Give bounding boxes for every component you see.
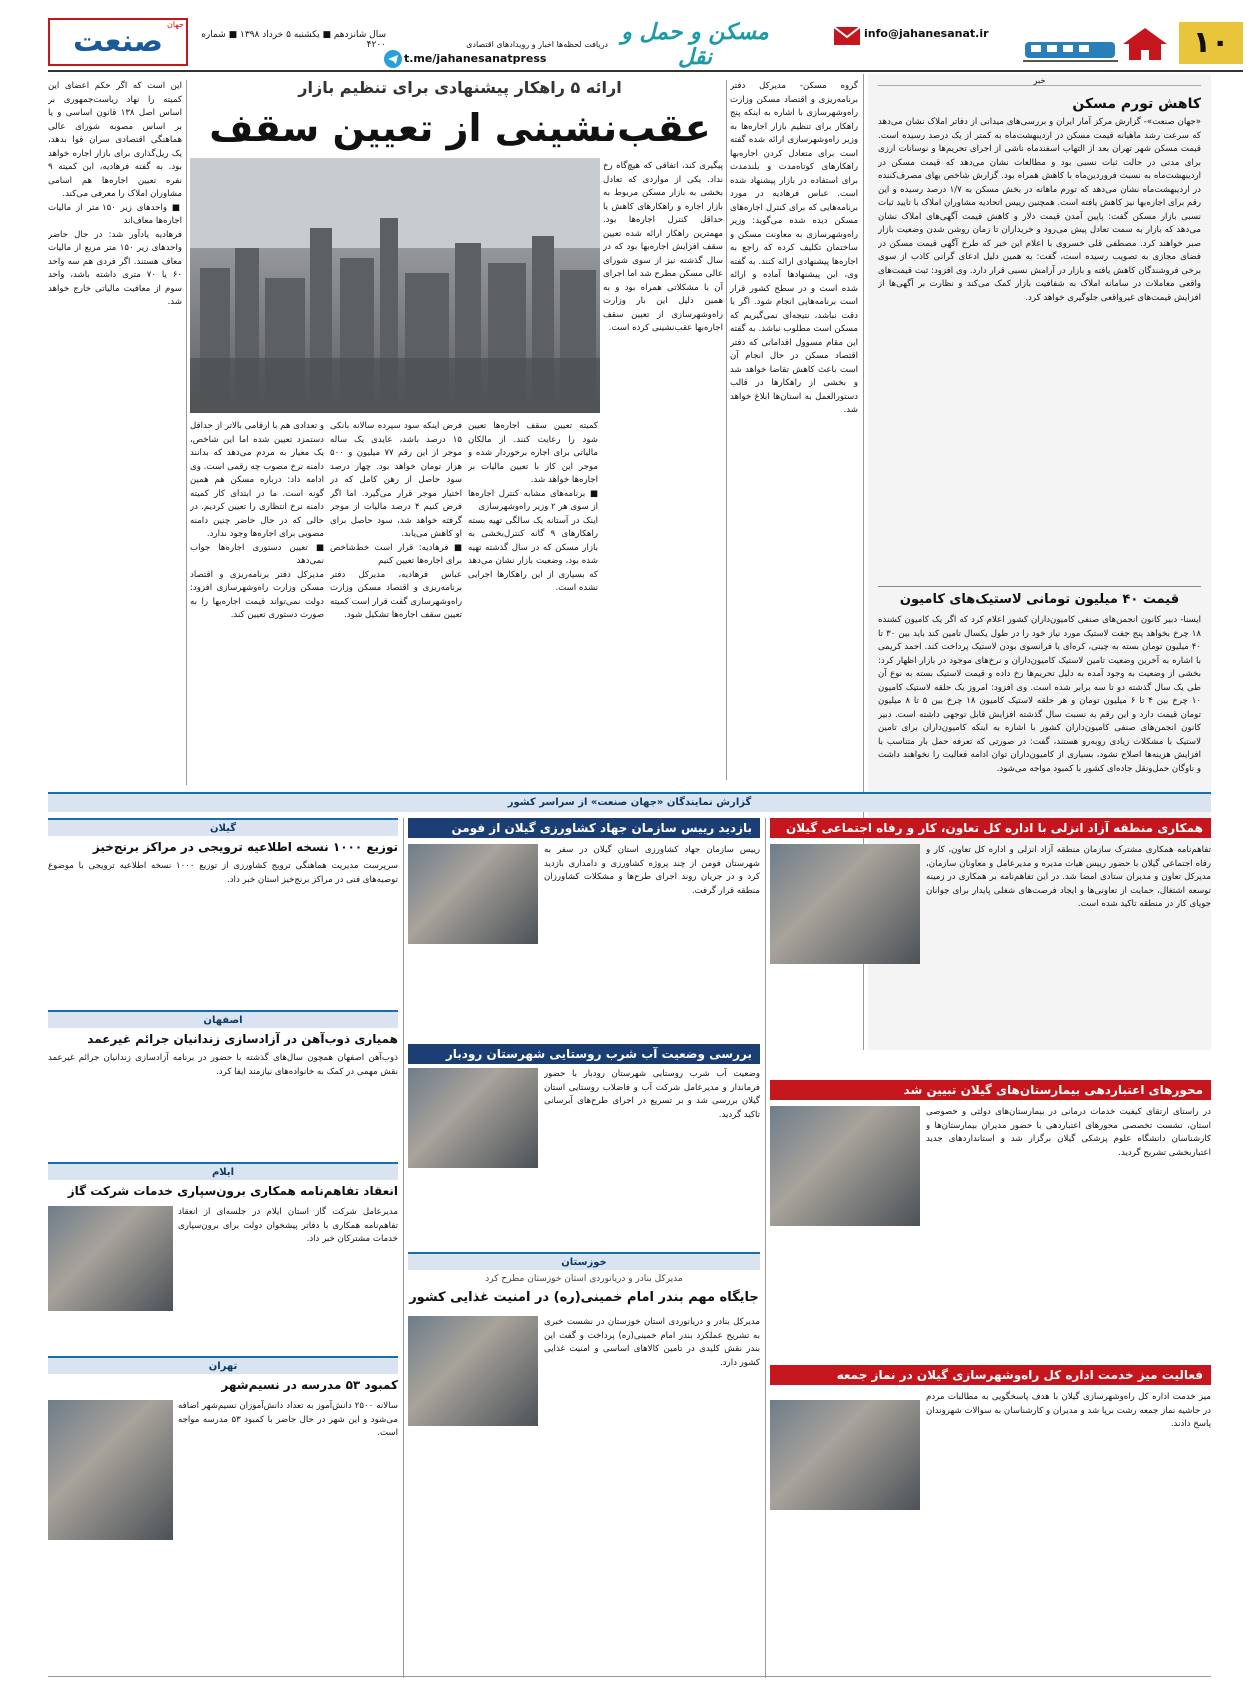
masthead <box>0 0 1253 72</box>
item-body-gilan-hospitals: در راستای ارتقای کیفیت خدمات درمانی در بیمارستان‌های دولتی و خصوصی استان، نشست تخصصی محورهای اعتباردهی با حضور مدیران بیمارستان‌ها و کارشناسان دانشگاه علوم پزشکی گیلان برگزار شد و استانداردهای جدید اعتباربخشی تشریح گردید. <box>926 1107 1211 1158</box>
article-body-truck-tires: ایسنا- دبیر کانون انجمن‌های صنفی کامیون‌داران کشور اعلام کرد که اگر یک کامیون کشنده ۱۸ چرخ بخواهد پنج جفت لاستیک مورد نیاز خود را در طول یکسال تامین کند باید بین ۳۰ تا ۴۰ میلیون تومان بسته به چینی، کره‌ای یا فرانسوی بودن لاستیک پرداخت کند. احمد کریمی با اشاره به آخرین وضعیت تامین لاستیک کامیون‌داران و نرخ‌های موجود در بازار اظهار کرد: بخشی از وضعیت به وجود آمده به دلیل تحریم‌ها رخ داده و قیمت لاستیک بسته به نوع آن طی یک سال گذشته دو تا سه برابر شده است. وی افزود: امروز یک حلقه لاستیک کامیون ۱۰ چرخ بین ۴ تا ۶ میلیون تومان و هر حلقه لاستیک کامیون ۱۸ چرخ بین ۵ تا ۸ میلیون تومان قیمت دارد و این رقم به نسبت سال گذشته افزایش قابل توجهی داشته است. دبیر کانون انجمن‌های صنفی کامیون‌داران کشور با اشاره به اینکه کامیون‌داران برای تامین لاستیک با مشکلات زیادی روبه‌رو هستند، گفت: در صورتی که تعرفه حمل بار متناسب با افزایش هزینه‌ها اصلاح نشود، بسیاری از کامیون‌داران توان ادامه فعالیت را نخواهند داشت و ناوگان حمل‌ونقل جاده‌ای کشور با کمبود مواجه می‌شود. <box>878 615 1201 774</box>
article-title-housing-inflation: کاهش تورم مسکن <box>1072 96 1201 112</box>
telegram-link[interactable]: t.me/jahanesanatpress <box>404 52 547 65</box>
train-house-icon <box>1023 24 1173 64</box>
lead-col-rule-1 <box>726 80 727 780</box>
item-title-gilan-hospitals: محورهای اعتباردهی بیمارستان‌های گیلان تبیین شد <box>770 1080 1211 1100</box>
photo-hospitals-session <box>770 1106 920 1226</box>
regional-banner: گزارش نمایندگان «جهان صنعت» از سراسر کشور <box>48 792 1211 812</box>
province-label-gilan: گیلان <box>48 818 398 836</box>
photo-service-desk <box>770 1400 920 1510</box>
item-body-service-desk: میز خدمت اداره کل راه‌وشهرسازی گیلان با هدف پاسخگویی به مطالبات مردم در حاشیه نماز جمعه رشت برپا شد و مدیران و کارشناسان به سوالات شهروندان پاسخ دادند. <box>926 1392 1211 1429</box>
lead-column-e: و تعدادی هم با ارقامی بالاتر از حداقل دستمزد تعیین شده اما این شاخص، یک معیار به مردم می‌دهد که بدانند دامنه نرخ مصوب چه رقمی است. وی ادامه داد: درباره مسکن هم همین گونه است. ما در ابتدای کار کمیته دامنه نرخ انتظاری را تعیین کردیم. در حالی که در حال حاضر چنین دامنه مصوبی برای اجاره‌ها وجود ندارد. ■ تعیین دستوری اجاره‌ها جواب نمی‌دهد مدیرکل دفتر برنامه‌ریزی و اقتصاد مسکن وزارت راه‌وشهرسازی افزود: دولت نمی‌تواند قیمت اجاره‌بها را به صورت دستوری تعیین کند. <box>190 421 324 620</box>
lead-column-c: کمیته تعیین سقف اجاره‌ها تعیین شود را رعایت کنند. از مالکان مالیاتی برای اجاره برخوردار شده و موجر این کار با تعیین مالیات بر اجاره‌ها خواهد شد. ■ برنامه‌های مشابه کنترل اجاره‌ها از سوی هر ۲ وزیر راه‌وشهرسازی اینک در آستانه یک سالگی تهیه بسته راهکارهای ۹ گانه کنترل‌بخشی به بازار مسکن که در سال گذشته تهیه شده بود، وضعیت بازار نشان می‌دهد که بسیاری از این راهکارها اجرایی نشده است. <box>468 421 598 593</box>
paper-logo-small: جهان <box>167 20 184 29</box>
item-body-imam-port: مدیرکل بنادر و دریانوردی استان خوزستان در نشست خبری به تشریح عملکرد بندر امام خمینی(ره) پرداخت و گفت این بندر نقش کلیدی در تامین کالاهای اساسی و امنیت غذایی کشور دارد. <box>544 1317 760 1368</box>
masthead-divider <box>48 70 1243 72</box>
photo-nasimshahr-official <box>48 1400 173 1540</box>
item-title-fuman-visit: بازدید رییس سازمان جهاد کشاورزی گیلان از فومن <box>408 818 760 838</box>
paper-logo <box>48 18 188 66</box>
item-title-roudbar-water: بررسی وضعیت آب شرب روستایی شهرستان رودبار <box>408 1044 760 1064</box>
province-label-tehran: تهران <box>48 1356 398 1374</box>
page-bottom-rule <box>48 1676 1211 1677</box>
photo-gas-agreement <box>48 1206 173 1311</box>
article-body-housing-inflation: «جهان صنعت»- گزارش مرکز آمار ایران و بررسی‌های میدانی از دفاتر املاک نشان می‌دهد که سرعت رشد ماهیانه قیمت مسکن در اردیبهشت‌ماه به کمتر از یک درصد رسیده است. قیمت مسکن شهر تهران بعد از التهاب اسفندماه ناشی از اجرای تحریم‌ها و نوسانات ارزی برای مدتی در حالت ثبات نسبی بود و مطالعات نشان می‌دهد که قیمت مسکن در اردیبهشت‌ماه به نسبت فروردین‌ماه با کاهش همراه بود. گزارش شاخص بهای مصرف‌کننده در اردیبهشت‌ماه نشان می‌دهد که تورم ماهانه در بخش مسکن به ۱/۷ درصد رسیده و این رقم برای اجاره‌بها نیز کاهش یافته است. همچنین رییس اتحادیه مشاوران املاک با تایید ثبات نسبی بازار مسکن گفت: پایین آمدن قیمت دلار و کاهش قیمت آگهی‌های املاک نشان می‌دهد که بازار به سمت تعادل پیش می‌رود و خریداران تا زمان روشن شدن وضعیت بازار صبر خواهند کرد. مصطفی قلی خسروی با اعلام این خبر که طرح آگهی قیمت مسکن در فضای مجازی به تصویب رسیده است، گفت: به همین دلیل ادعای گرانی کاذب از سوی برخی فروشندگان کاهش یافته و بازار در آرامش نسبی قرار دارد. وی افزود: ثبت قیمت‌های واقعی معاملات در سامانه املاک به شفافیت بازار کمک می‌کند و نظارت بر آگهی‌ها از افزایش قیمت‌های غیرواقعی جلوگیری خواهد کرد. <box>878 117 1201 303</box>
telegram-icon <box>384 50 402 68</box>
contact-email[interactable]: info@jahanesanat.ir <box>864 27 989 40</box>
item-title-service-desk: فعالیت میز خدمت اداره کل راه‌وشهرسازی گیلان در نماز جمعه <box>770 1365 1211 1385</box>
province-label-ilam: ایلام <box>48 1162 398 1180</box>
article-title-truck-tires: قیمت ۴۰ میلیون تومانی لاستیک‌های کامیون <box>899 592 1180 607</box>
envelope-icon <box>833 26 861 46</box>
photo-roudbar-water <box>408 1068 538 1168</box>
photo-anzali-meeting <box>770 844 920 964</box>
lead-column-d: فرض اینکه سود سپرده سالانه بانکی ۱۵ درصد باشد، عایدی یک ساله موجر از این رقم ۷۷ میلیون و ۵۰۰ هزار تومان خواهد بود. چهار درصد سود حاصل از رهن کامل که در اختیار موجر قرار می‌گیرد. اما اگر فرض کنیم ۴ درصد مالیات از موجر گرفته خواهد شد، سود حاصل برای او کاهش می‌یابد. ■ فرهادیه: قرار است خط‌شاخص برای اجاره‌ها تعیین کنیم عباس فرهادیه، مدیرکل دفتر برنامه‌ریزی و اقتصاد مسکن وزارت راه‌وشهرسازی گفت قرار است کمیته تعیین سقف اجاره‌ها تشکیل شود. <box>330 421 462 620</box>
province-label-isfahan: اصفهان <box>48 1010 398 1028</box>
item-body-gas-outsourcing: مدیرعامل شرکت گاز استان ایلام در جلسه‌ای از انعقاد تفاهم‌نامه همکاری با دفاتر پیشخوان دولت برای برون‌سپاری خدمات مشترکان خبر داد. <box>178 1207 398 1244</box>
lead-col-rule-2 <box>186 80 187 785</box>
lead-photo-tehran-skyline <box>190 158 600 413</box>
lead-column-b: پیگیری کند، اتفاقی که هیچ‌گاه رخ نداد. یکی از مواردی که تعادل بخشی به بازار مسکن مربوط به بازار اجاره و راهکارهای کاهش یا حداقل کنترل اجاره‌ها بود. مهمترین راهکار ارائه شده تعیین سقف افزایش اجاره‌بها بود که در سال گذشته نیز از سوی شورای عالی مسکن مطرح شد اما اجرای آن با مشکلاتی همراه بود و به همین دلیل این بار وزارت راه‌وشهرسازی از تعیین سقف اجاره‌بها عقب‌نشینی کرده است. <box>603 161 723 333</box>
item-body-roudbar-water: وضعیت آب شرب روستایی شهرستان رودبار با حضور فرماندار و مدیرعامل شرکت آب و فاضلاب روستایی استان گیلان بررسی شد و بر تسریع در اجرای طرح‌های آبرسانی تاکید گردید. <box>544 1069 760 1120</box>
item-body-zobahan-prisoners: ذوب‌آهن اصفهان همچون سال‌های گذشته با حضور در برنامه آزادسازی زندانیان جرائم غیرعمد نقش مهمی در کمک به خانواده‌های نیازمند ایفا کرد. <box>48 1053 398 1077</box>
lead-column-a: گروه مسکن- مدیرکل دفتر برنامه‌ریزی و اقتصاد مسکن وزارت راه‌وشهرسازی با اشاره به اینکه پنج راهکار برای تنظیم بازار اجاره‌ها به وزیر راه‌وشهرسازی ارائه شده گفته است برای متعادل کردن اجاره‌بها راهکارهای کوتاه‌مدت و بلندمدت برای استفاده در بازار پیشنهاد شده است. عباس فرهادیه در مورد برنامه‌هایی که برای کنترل اجاره‌های مسکن دیده شده می‌گوید: وزیر راه‌وشهرسازی به معاونت مسکن و ساختمان تکلیف کرده که راجع به اجاره‌ها پیشنهادی ارائه کنند. به گفته وی، این پیشنهادها آماده و ارائه شده است و در سطح کشور قرار است برنامه‌هایی انجام شود. اگر با دقت نباشد، نتیجه‌ای نمی‌گیریم که مسکن است مطلوب نباشد. به گفته این مقام مسوول اقداماتی که دفتر اقتصاد مسکن در حال انجام آن است باعث کاهش تقاضا خواهد شد و بخشی از راهکارها در قالب دستورالعمل به استان‌ها ابلاغ خواهد شد. <box>730 81 858 415</box>
regional-rule-right <box>765 818 766 1678</box>
photo-fuman-visit <box>408 844 538 944</box>
item-title-rice-leaflets: توزیع ۱۰۰۰ نسخه اطلاعیه ترویجی در مراکز برنج‌خیز <box>92 840 398 854</box>
photo-imam-port <box>408 1316 538 1426</box>
city-skyline-graphic <box>190 158 600 413</box>
lead-kicker: ارائه ۵ راهکار پیشنهادی برای تنظیم بازار <box>298 78 622 97</box>
item-kicker-imam-port: مدیرکل بنادر و دریانوردی استان خوزستان مطرح کرد <box>485 1274 683 1284</box>
item-body-rice-leaflets: سرپرست مدیریت هماهنگی ترویج کشاورزی از توزیع ۱۰۰۰ نسخه اطلاعیه ترویجی با موضوع توصیه‌های فنی در مراکز برنج‌خیز استان خبر داد. <box>48 861 398 885</box>
section-logo: مسکن و حمل و نقل <box>621 20 769 70</box>
item-title-nasimshahr-schools: کمبود ۵۳ مدرسه در نسیم‌شهر <box>221 1378 398 1392</box>
telegram-caption: دریافت لحظه‌ها اخبار و رویدادهای اقتصادی <box>466 40 608 49</box>
paper-logo-text: صنعت <box>73 24 163 59</box>
lead-column-f: این است که اگر حکم اعضای این کمیته را نهاد ریاست‌جمهوری بر اساس اصل ۱۳۸ قانون اساسی و یا بر اساس مصوبه شورای عالی هماهنگی اقتصادی سران قوا بدهد، یک ریل‌گذاری برای بازار اجاره خواهد بود. به گفته فرهادیه، این کمیته ۹ نفره تعیین اجاره‌ها هم اسامی مشاوران املاک را معرفی می‌کند. ■ واحدهای زیر ۱۵۰ متر از مالیات اجاره‌ها معاف‌اند فرهادیه یادآور شد: در حال حاضر واحدهای زیر ۱۵۰ متر مربع از مالیات معاف هستند. اگر فردی هم سه واحد ۶۰ یا ۷۰ متری داشته باشد، واحد سوم از معافیت مالیاتی خارج خواهد شد. <box>48 81 182 307</box>
item-title-zobahan-prisoners: همیاری ذوب‌آهن در آزادسازی زندانیان جرائم غیرعمد <box>87 1032 398 1046</box>
item-body-fuman-visit: رییس سازمان جهاد کشاورزی استان گیلان در سفر به شهرستان فومن از چند پروژه کشاورزی و دامداری بازدید کرد و در جریان روند اجرای طرح‌ها و مشکلات کشاورزان منطقه قرار گرفت. <box>544 845 760 896</box>
article-divider <box>878 586 1201 587</box>
page-number: ۱۰ <box>1179 22 1243 64</box>
item-title-anzali-cooperation: همکاری منطقه آزاد انزلی با اداره کل تعاون، کار و رفاه اجتماعی گیلان <box>770 818 1211 838</box>
item-body-anzali-cooperation: تفاهم‌نامه همکاری مشترک سازمان منطقه آزاد انزلی و اداره کل تعاون، کار و رفاه اجتماعی گیلان با حضور رییس هیات مدیره و مدیرعامل و معاونان سازمان، مدیرکل تعاون و مدیران ستادی امضا شد. در این تفاهم‌نامه بر همکاری در زمینه توسعه اشتغال، حمایت از تعاونی‌ها و ایجاد فرصت‌های شغلی پایدار برای جوانان جویای کار در منطقه تاکید شده است. <box>926 845 1211 909</box>
item-title-imam-port: جایگاه مهم بندر امام خمینی(ره) در امنیت غذایی کشور <box>409 1290 759 1305</box>
regional-rule-middle <box>403 818 404 1678</box>
province-label-khuzestan: خوزستان <box>408 1252 760 1270</box>
news-kicker: خبر <box>878 76 1201 86</box>
lead-headline: عقب‌نشینی از تعیین سقف <box>209 106 711 150</box>
item-body-nasimshahr-schools: سالانه ۲۵۰۰ دانش‌آموز به تعداد دانش‌آموزان نسیم‌شهر اضافه می‌شود و این شهر در حال حاضر با کمبود ۵۳ مدرسه مواجه است. <box>178 1401 398 1438</box>
item-title-gas-outsourcing: انعقاد تفاهم‌نامه همکاری برون‌سپاری خدمات شرکت گاز <box>67 1184 398 1198</box>
issue-line: سال شانزدهم ■ یکشنبه ۵ خرداد ۱۳۹۸ ■ شماره ۴۲۰۰ <box>201 30 386 50</box>
